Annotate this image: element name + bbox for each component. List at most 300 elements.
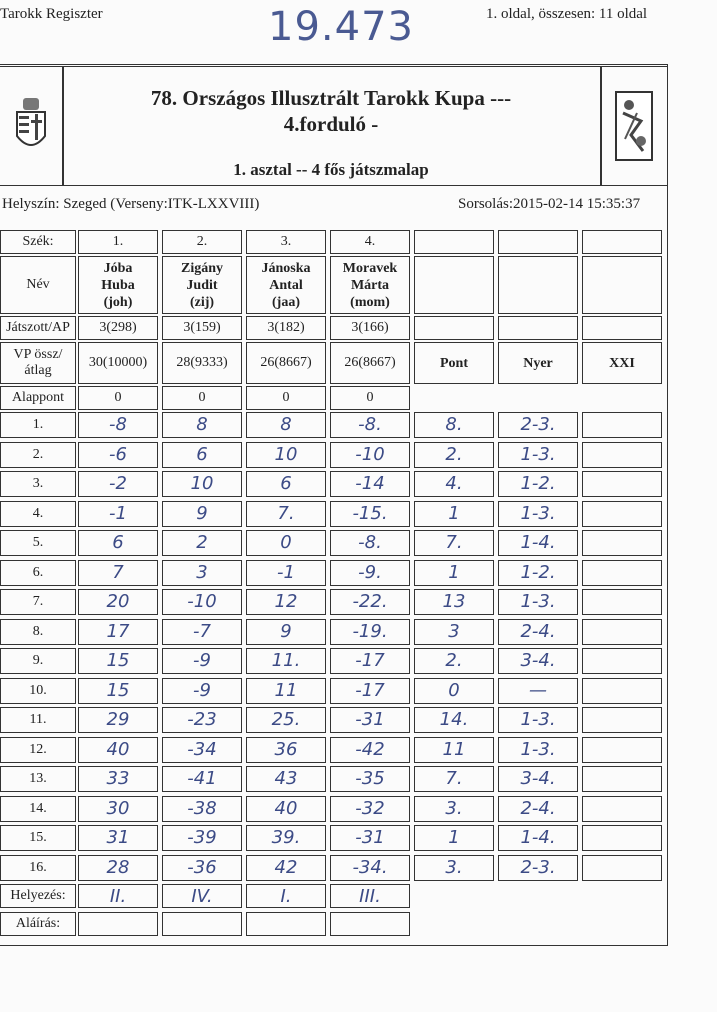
player-name2: Antal — [269, 277, 303, 293]
round-score — [78, 442, 158, 468]
col-xxi-text: XXI — [609, 355, 635, 371]
round-score-text: 33 — [106, 768, 130, 790]
round-pont — [414, 855, 494, 881]
extra-cell — [498, 230, 578, 254]
player-vp-text: 26(8667) — [260, 355, 312, 370]
round-score-text: -8. — [358, 414, 382, 436]
player-place-text: I. — [280, 885, 292, 907]
round-score-text: -9 — [193, 680, 211, 702]
extra-cell — [414, 316, 494, 340]
round-score — [162, 855, 242, 881]
round-label — [0, 737, 76, 763]
round-nyer-text: 1-4. — [520, 532, 556, 554]
round-score-text: 28 — [106, 857, 130, 879]
round-xxi — [582, 648, 662, 674]
round-label — [0, 855, 76, 881]
round-label-text: 13. — [29, 770, 47, 786]
round-nyer — [498, 737, 578, 763]
round-score-text: 29 — [106, 709, 130, 731]
round-pont-text: 0 — [448, 680, 460, 702]
tarot-card-icon — [615, 91, 653, 161]
round-score-text: 0 — [280, 532, 292, 554]
col-pont — [414, 342, 494, 384]
round-nyer — [498, 619, 578, 645]
round-score-text: 36 — [274, 739, 298, 761]
round-score-text: -10 — [355, 444, 385, 466]
round-score-text: 17 — [106, 621, 130, 643]
round-score — [78, 471, 158, 497]
player-name — [330, 256, 410, 314]
round-score-text: 7. — [277, 503, 295, 525]
round-score — [162, 766, 242, 792]
round-label-text: 3. — [32, 475, 44, 491]
round-pont-text: 14. — [439, 709, 469, 731]
round-pont — [414, 796, 494, 822]
round-score-text: -38 — [187, 798, 217, 820]
round-label-text: 16. — [29, 859, 47, 875]
round-score — [162, 796, 242, 822]
round-score — [246, 442, 326, 468]
row-label-name-text: Név — [26, 277, 50, 292]
round-score — [162, 619, 242, 645]
round-pont — [414, 412, 494, 438]
col-xxi — [582, 342, 662, 384]
round-pont-text: 3. — [445, 798, 463, 820]
round-nyer-text: 3-4. — [520, 650, 556, 672]
round-xxi — [582, 530, 662, 556]
round-score-text: -41 — [187, 768, 217, 790]
round-score-text: 30 — [106, 798, 130, 820]
round-score-text: -8. — [358, 532, 382, 554]
round-score-text: -22. — [352, 591, 388, 613]
player-name2: Márta — [350, 277, 390, 293]
round-pont-text: 7. — [445, 768, 463, 790]
round-score-text: 39. — [271, 827, 301, 849]
round-xxi — [582, 619, 662, 645]
player-base-text: 0 — [366, 390, 374, 405]
player-played — [78, 316, 158, 340]
round-nyer — [498, 589, 578, 615]
round-xxi — [582, 589, 662, 615]
round-pont-text: 2. — [445, 650, 463, 672]
round-score-text: 11. — [271, 650, 301, 672]
round-score-text: 42 — [274, 857, 298, 879]
round-score-text: 11 — [274, 680, 298, 702]
round-nyer-text: — — [529, 680, 547, 702]
player-seat — [78, 230, 158, 254]
round-label-text: 2. — [32, 446, 44, 462]
player-code: (jaa) — [272, 294, 300, 310]
round-score-text: -14 — [355, 473, 385, 495]
round-score — [330, 560, 410, 586]
round-label — [0, 471, 76, 497]
player-vp — [78, 342, 158, 384]
round-label-text: 10. — [29, 682, 47, 698]
round-score — [330, 678, 410, 704]
row-label-seat-text: Szék: — [22, 234, 54, 249]
round-score — [246, 530, 326, 556]
player-signature — [78, 912, 158, 936]
round-nyer — [498, 678, 578, 704]
round-score-text: 20 — [106, 591, 130, 613]
extra-cell — [414, 256, 494, 314]
round-score — [162, 825, 242, 851]
round-nyer-text: 2-3. — [520, 414, 556, 436]
round-xxi — [582, 560, 662, 586]
round-nyer — [498, 530, 578, 556]
player-played-text: 3(182) — [267, 320, 305, 335]
round-score-text: -23 — [187, 709, 217, 731]
round-score-text: 8 — [196, 414, 208, 436]
round-score-text: 7 — [112, 562, 124, 584]
round-nyer-text: 3-4. — [520, 768, 556, 790]
round-pont — [414, 678, 494, 704]
round-label-text: 6. — [32, 564, 44, 580]
round-score — [162, 442, 242, 468]
round-xxi — [582, 766, 662, 792]
round-label — [0, 648, 76, 674]
round-score — [246, 766, 326, 792]
player-seat-text: 4. — [364, 234, 376, 249]
round-score — [78, 560, 158, 586]
round-score — [78, 766, 158, 792]
round-score — [246, 796, 326, 822]
round-pont-text: 4. — [445, 473, 463, 495]
round-nyer — [498, 501, 578, 527]
round-pont-text: 3. — [445, 857, 463, 879]
round-nyer-text: 2-4. — [520, 621, 556, 643]
round-score — [162, 589, 242, 615]
player-base — [330, 386, 410, 410]
round-score-text: -17 — [355, 650, 385, 672]
row-label-played — [0, 316, 76, 340]
round-score — [330, 648, 410, 674]
round-nyer — [498, 707, 578, 733]
round-label — [0, 560, 76, 586]
round-score — [330, 855, 410, 881]
round-score-text: 10 — [274, 444, 298, 466]
player-place — [78, 884, 158, 908]
round-pont-text: 8. — [445, 414, 463, 436]
round-pont — [414, 825, 494, 851]
round-nyer-text: 1-2. — [520, 473, 556, 495]
player-vp-text: 26(8667) — [344, 355, 396, 370]
logo-box — [0, 66, 64, 186]
round-score — [246, 619, 326, 645]
player-name2: Huba — [101, 277, 135, 293]
round-score-text: 25. — [271, 709, 301, 731]
round-xxi — [582, 737, 662, 763]
round-label-text: 1. — [32, 416, 44, 432]
row-label-base-text: Alappont — [11, 390, 65, 405]
round-score — [162, 678, 242, 704]
round-xxi — [582, 412, 662, 438]
round-label — [0, 619, 76, 645]
round-score — [330, 442, 410, 468]
round-pont — [414, 442, 494, 468]
player-place-text: IV. — [191, 885, 213, 907]
round-score — [162, 530, 242, 556]
round-score-text: 8 — [280, 414, 292, 436]
round-score — [78, 530, 158, 556]
round-score — [78, 737, 158, 763]
round-label-text: 9. — [32, 652, 44, 668]
col-nyer — [498, 342, 578, 384]
extra-cell — [582, 316, 662, 340]
round-nyer — [498, 825, 578, 851]
player-vp — [330, 342, 410, 384]
player-name — [246, 256, 326, 314]
round-label-text: 5. — [32, 534, 44, 550]
round-pont-text: 1 — [448, 827, 460, 849]
round-score-text: -32 — [355, 798, 385, 820]
player-vp — [162, 342, 242, 384]
round-label — [0, 442, 76, 468]
round-score-text: 9 — [196, 503, 208, 525]
player-seat-text: 2. — [196, 234, 208, 249]
round-nyer — [498, 471, 578, 497]
round-score — [162, 707, 242, 733]
round-pont — [414, 471, 494, 497]
player-seat — [246, 230, 326, 254]
row-label-place-text: Helyezés: — [10, 888, 66, 903]
player-code: (joh) — [103, 294, 133, 310]
round-pont-text: 13 — [442, 591, 466, 613]
player-name1: Jánoska — [261, 260, 311, 276]
round-score — [78, 707, 158, 733]
round-score — [78, 648, 158, 674]
round-xxi — [582, 825, 662, 851]
round-score-text: 6 — [280, 473, 292, 495]
round-pont — [414, 737, 494, 763]
card-box — [600, 66, 668, 186]
round-label-text: 15. — [29, 829, 47, 845]
round-score-text: 40 — [106, 739, 130, 761]
round-pont-text: 11 — [442, 739, 466, 761]
player-place-text: III. — [359, 885, 381, 907]
round-score — [330, 530, 410, 556]
round-label — [0, 589, 76, 615]
round-pont — [414, 530, 494, 556]
round-score — [330, 471, 410, 497]
round-pont — [414, 648, 494, 674]
round-score — [162, 560, 242, 586]
round-label-text: 14. — [29, 800, 47, 816]
extra-cell — [582, 230, 662, 254]
round-score — [162, 471, 242, 497]
round-xxi — [582, 471, 662, 497]
round-label-text: 8. — [32, 623, 44, 639]
round-pont — [414, 560, 494, 586]
player-played-text: 3(166) — [351, 320, 389, 335]
round-label — [0, 707, 76, 733]
round-nyer — [498, 412, 578, 438]
player-seat-text: 3. — [280, 234, 292, 249]
round-score-text: -31 — [355, 827, 385, 849]
round-score — [78, 412, 158, 438]
round-score — [162, 412, 242, 438]
row-label-place — [0, 884, 76, 908]
round-pont-text: 1 — [448, 503, 460, 525]
round-score-text: 12 — [274, 591, 298, 613]
round-nyer-text: 1-3. — [520, 591, 556, 613]
player-signature — [330, 912, 410, 936]
row-label-name — [0, 256, 76, 314]
player-place-text: II. — [109, 885, 127, 907]
extra-cell — [498, 316, 578, 340]
round-label — [0, 678, 76, 704]
round-score-text: -7 — [193, 621, 211, 643]
round-score-text: -1 — [277, 562, 295, 584]
round-score-text: 3 — [196, 562, 208, 584]
row-label-played-text: Játszott/AP — [6, 320, 70, 335]
player-name2: Judit — [186, 277, 218, 293]
round-pont-text: 1 — [448, 562, 460, 584]
page-subtitle: 1. asztal -- 4 fős játszmalap — [233, 160, 429, 179]
player-played — [246, 316, 326, 340]
player-name — [78, 256, 158, 314]
player-base-text: 0 — [114, 390, 122, 405]
row-label-base — [0, 386, 76, 410]
row-label-vp-text: VP össz/átlag — [13, 347, 63, 378]
round-score-text: 2 — [196, 532, 208, 554]
player-vp-text: 30(10000) — [88, 355, 148, 370]
round-score — [330, 825, 410, 851]
round-score — [78, 855, 158, 881]
draw-info: Sorsolás:2015-02-14 15:35:37 — [458, 196, 641, 212]
round-score-text: -35 — [355, 768, 385, 790]
round-score — [330, 589, 410, 615]
round-nyer — [498, 796, 578, 822]
round-label-text: 7. — [32, 593, 44, 609]
col-pont-text: Pont — [440, 355, 468, 371]
round-score-text: -39 — [187, 827, 217, 849]
page-title-line2: 4.forduló - — [283, 112, 379, 136]
round-score-text: -42 — [355, 739, 385, 761]
round-score-text: -6 — [109, 444, 127, 466]
round-score — [246, 737, 326, 763]
register-title: Tarokk Regiszter — [0, 6, 103, 22]
round-score-text: 9 — [280, 621, 292, 643]
round-pont — [414, 589, 494, 615]
round-score — [78, 825, 158, 851]
round-xxi — [582, 707, 662, 733]
round-pont-text: 3 — [448, 621, 460, 643]
location-info: Helyszín: Szeged (Verseny:ITK-LXXVIII) — [2, 196, 260, 212]
round-score — [330, 737, 410, 763]
round-nyer-text: 2-3. — [520, 857, 556, 879]
player-signature — [162, 912, 242, 936]
round-nyer — [498, 855, 578, 881]
round-score-text: -9. — [358, 562, 382, 584]
player-seat — [330, 230, 410, 254]
round-pont — [414, 766, 494, 792]
round-score-text: -31 — [355, 709, 385, 731]
round-score-text: -17 — [355, 680, 385, 702]
round-label — [0, 412, 76, 438]
round-score — [246, 678, 326, 704]
round-score — [78, 678, 158, 704]
round-score — [246, 855, 326, 881]
round-score-text: -36 — [187, 857, 217, 879]
round-label-text: 4. — [32, 505, 44, 521]
row-label-vp — [0, 342, 76, 384]
round-score — [246, 501, 326, 527]
player-vp-text: 28(9333) — [176, 355, 228, 370]
player-seat-text: 1. — [112, 234, 124, 249]
round-label-text: 12. — [29, 741, 47, 757]
round-label — [0, 796, 76, 822]
round-score-text: 40 — [274, 798, 298, 820]
player-place — [246, 884, 326, 908]
player-name1: Jóba — [103, 260, 133, 276]
round-pont-text: 7. — [445, 532, 463, 554]
player-code: (mom) — [350, 294, 390, 310]
col-nyer-text: Nyer — [523, 355, 553, 371]
row-label-seat — [0, 230, 76, 254]
player-place — [162, 884, 242, 908]
round-score — [246, 707, 326, 733]
round-score — [330, 619, 410, 645]
round-score-text: 6 — [196, 444, 208, 466]
round-score — [246, 825, 326, 851]
round-xxi — [582, 855, 662, 881]
row-label-sign — [0, 912, 76, 936]
player-base — [246, 386, 326, 410]
round-score-text: -9 — [193, 650, 211, 672]
player-base — [78, 386, 158, 410]
round-nyer-text: 1-3. — [520, 739, 556, 761]
page-title-line1: 78. Országos Illusztrált Tarokk Kupa --- — [150, 86, 512, 110]
round-score — [78, 796, 158, 822]
player-played — [162, 316, 242, 340]
extra-cell — [414, 230, 494, 254]
round-score-text: 10 — [190, 473, 214, 495]
round-score — [330, 707, 410, 733]
player-place — [330, 884, 410, 908]
round-nyer-text: 1-4. — [520, 827, 556, 849]
round-score — [330, 412, 410, 438]
round-nyer-text: 1-3. — [520, 503, 556, 525]
round-score — [78, 501, 158, 527]
extra-cell — [498, 256, 578, 314]
round-pont — [414, 501, 494, 527]
round-pont — [414, 619, 494, 645]
round-nyer — [498, 442, 578, 468]
round-score-text: 43 — [274, 768, 298, 790]
round-nyer-text: 1-3. — [520, 709, 556, 731]
row-label-sign-text: Aláírás: — [15, 916, 61, 931]
round-score-text: 6 — [112, 532, 124, 554]
round-score — [246, 648, 326, 674]
player-base-text: 0 — [198, 390, 206, 405]
player-played-text: 3(159) — [183, 320, 221, 335]
round-label — [0, 501, 76, 527]
round-score — [330, 796, 410, 822]
round-nyer-text: 1-2. — [520, 562, 556, 584]
round-label-text: 11. — [29, 711, 47, 727]
round-score-text: -15. — [352, 503, 388, 525]
round-score — [78, 619, 158, 645]
round-score — [246, 471, 326, 497]
player-vp — [246, 342, 326, 384]
round-nyer-text: 1-3. — [520, 444, 556, 466]
player-base — [162, 386, 242, 410]
round-score — [162, 501, 242, 527]
round-score — [162, 648, 242, 674]
player-name — [162, 256, 242, 314]
coat-of-arms-icon — [13, 96, 49, 156]
